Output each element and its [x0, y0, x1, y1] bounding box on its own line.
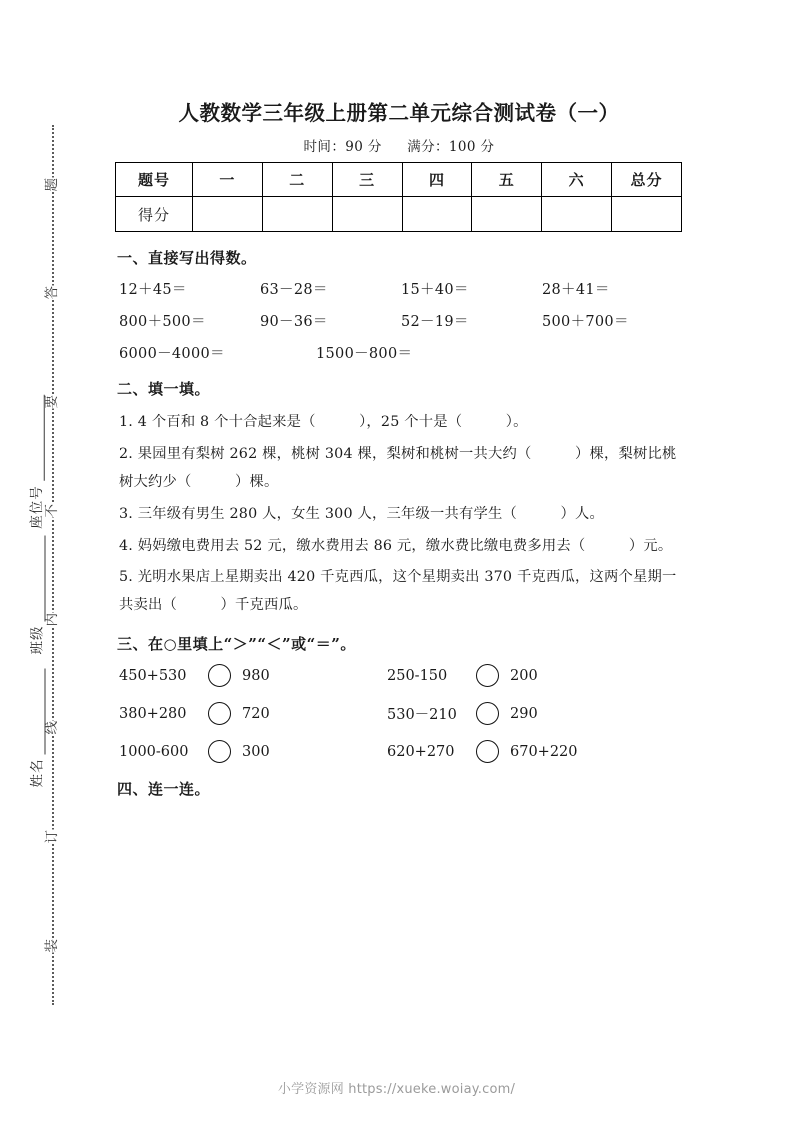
exam-meta — [113, 135, 685, 155]
score-table-col-header: 六 — [542, 163, 612, 197]
calc-row — [119, 342, 685, 363]
table-row-scores — [116, 197, 682, 232]
compare-right-expression: 670+220 — [510, 743, 578, 760]
score-table-col-header: 一 — [193, 163, 263, 197]
compare-grid — [119, 664, 685, 763]
seat-number-rule — [33, 395, 45, 481]
calc-item[interactable]: 15＋40＝ — [401, 282, 469, 298]
score-cell[interactable] — [612, 197, 682, 232]
seal-char: 装 — [43, 939, 63, 953]
seal-char: 题 — [43, 178, 63, 192]
seal-char: 订 — [43, 830, 63, 844]
compare-item[interactable] — [387, 740, 655, 763]
compare-row — [119, 702, 685, 725]
compare-right-expression: 300 — [242, 743, 270, 760]
footer-watermark: 小学资源网 https://xueke.woiay.com/ — [277, 1082, 516, 1097]
compare-right-expression: 290 — [510, 705, 538, 722]
score-table-col-header: 五 — [472, 163, 542, 197]
calc-item[interactable]: 800＋500＝ — [119, 314, 206, 330]
seal-char: 要 — [43, 395, 63, 409]
score-table-row-label: 题号 — [116, 163, 193, 197]
name-label: 姓名 — [29, 758, 45, 787]
section-heading-4: 四、连一连。 — [117, 780, 211, 799]
class-field[interactable] — [29, 535, 45, 654]
score-table-row-label: 得分 — [116, 197, 193, 232]
score-cell[interactable] — [193, 197, 263, 232]
score-table-col-header: 四 — [402, 163, 472, 197]
calc-item[interactable]: 63－28＝ — [260, 282, 328, 298]
compare-left-expression: 380+280 — [119, 705, 187, 722]
score-cell[interactable] — [332, 197, 402, 232]
comparison-circle-icon[interactable] — [208, 740, 231, 763]
compare-left-expression: 1000-600 — [119, 743, 189, 760]
compare-right-expression: 980 — [242, 667, 270, 684]
calc-item[interactable]: 52－19＝ — [401, 314, 469, 330]
compare-left-expression: 620+270 — [387, 743, 455, 760]
score-table-col-header: 二 — [262, 163, 332, 197]
score-cell[interactable] — [262, 197, 332, 232]
compare-item[interactable] — [387, 702, 655, 725]
calc-row — [119, 278, 685, 299]
fill-blank-question[interactable]: 4. 妈妈缴电费用去 52 元，缴水费用去 86 元，缴水费比缴电费多用去（ ）元。 — [119, 537, 673, 554]
exam-content — [113, 96, 685, 809]
calc-item[interactable]: 6000－4000＝ — [119, 346, 225, 362]
calc-item[interactable]: 12＋45＝ — [119, 282, 187, 298]
score-table-col-header: 三 — [332, 163, 402, 197]
class-slot — [14, 528, 60, 661]
class-rule — [33, 535, 45, 621]
compare-left-expression: 530－210 — [387, 707, 457, 724]
student-id-fields — [14, 395, 60, 795]
fill-blank-question[interactable]: 1. 4 个百和 8 个十合起来是（ ），25 个十是（ ）。 — [119, 414, 528, 430]
score-cell[interactable] — [402, 197, 472, 232]
compare-row — [119, 740, 685, 763]
compare-item[interactable] — [387, 664, 655, 687]
compare-item[interactable] — [119, 664, 387, 687]
section-heading-3: 三、在○里填上“＞”“＜”或“＝”。 — [117, 635, 356, 654]
seal-char: 不 — [43, 504, 63, 518]
compare-item[interactable] — [119, 702, 387, 725]
time-label: 时间：90 分 — [303, 139, 382, 155]
comparison-circle-icon[interactable] — [208, 702, 231, 725]
name-slot — [14, 661, 60, 794]
seat-number-label: 座位号 — [29, 484, 45, 529]
compare-item[interactable] — [119, 740, 387, 763]
calc-item[interactable]: 500＋700＝ — [542, 314, 629, 330]
seat-number-slot — [14, 395, 60, 528]
score-table-col-header: 总分 — [612, 163, 682, 197]
comparison-circle-icon[interactable] — [476, 664, 499, 687]
seal-char: 内 — [43, 613, 63, 627]
seal-char: 答 — [43, 286, 63, 300]
fill-blank-question[interactable]: 5. 光明水果店上星期卖出 420 千克西瓜，这个星期卖出 370 千克西瓜，这两个星期一共卖出（ ）千克西瓜。 — [119, 569, 677, 614]
total-score-label: 满分：100 分 — [407, 139, 495, 155]
compare-left-expression: 450+530 — [119, 667, 187, 684]
calc-row — [119, 310, 685, 331]
fill-blank-question[interactable]: 2. 果园里有梨树 262 棵，桃树 304 棵，梨树和桃树一共大约（ ）棵，梨树比桃树大约少（ ）棵。 — [119, 445, 677, 490]
calc-item[interactable]: 1500－800＝ — [316, 346, 413, 362]
compare-left-expression: 250-150 — [387, 667, 448, 684]
calc-item[interactable]: 28＋41＝ — [542, 282, 610, 298]
comparison-circle-icon[interactable] — [476, 702, 499, 725]
compare-right-expression: 720 — [242, 705, 270, 722]
section-heading-2: 二、填一填。 — [117, 380, 211, 398]
seal-char: 线 — [43, 721, 63, 735]
score-cell[interactable] — [542, 197, 612, 232]
score-table — [115, 162, 682, 232]
name-rule — [33, 668, 45, 754]
compare-row — [119, 664, 685, 687]
comparison-circle-icon[interactable] — [476, 740, 499, 763]
calc-item[interactable]: 90－36＝ — [260, 314, 328, 330]
comparison-circle-icon[interactable] — [208, 664, 231, 687]
page-title: 人教数学三年级上册第二单元综合测试卷（一） — [178, 101, 620, 125]
seat-number-field[interactable] — [29, 395, 45, 529]
name-field[interactable] — [29, 668, 45, 787]
score-cell[interactable] — [472, 197, 542, 232]
section-heading-1: 一、直接写出得数。 — [117, 249, 257, 267]
fill-blank-question[interactable]: 3. 三年级有男生 280 人，女生 300 人，三年级一共有学生（ ）人。 — [119, 505, 604, 522]
compare-right-expression: 200 — [510, 667, 538, 684]
table-row-header — [116, 163, 682, 197]
class-label: 班级 — [29, 625, 45, 654]
